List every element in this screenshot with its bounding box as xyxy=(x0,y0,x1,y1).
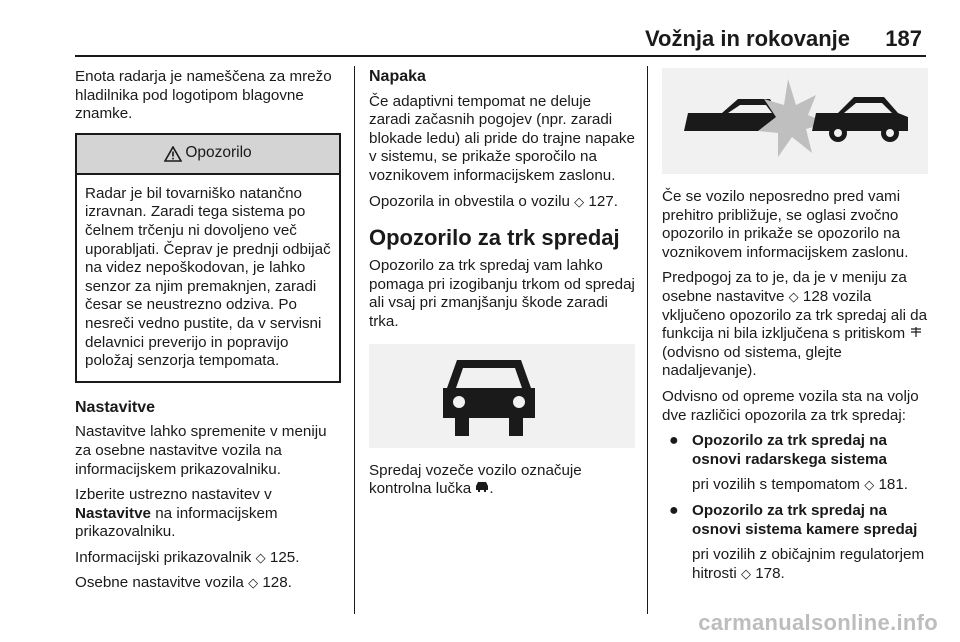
page-reference[interactable]: 181. xyxy=(878,476,908,494)
page-ref-arrow-icon: ◇ xyxy=(255,549,266,565)
column-right xyxy=(662,68,928,590)
settings-heading: Nastavitve xyxy=(75,398,156,416)
fcw-paragraph-2 xyxy=(369,462,635,499)
bullet-icon: ● xyxy=(669,432,679,450)
settings-paragraph-1: Nastavitve lahko spremenite v meniju za osebne nastavitve vozila na informacijskem prikazovalniku. xyxy=(75,423,327,478)
warning-triangle-icon xyxy=(164,146,182,162)
text-span: vozila vključeno opozorilo za trk spredaj ali da funkcija ni bila izključena s pritiskom xyxy=(662,287,928,343)
watermark: carmanualsonline.info xyxy=(698,610,938,635)
fault-paragraph-1: Če adaptivni tempomat ne deluje zaradi začasnih pogojev (npr. zaradi blokade ledu) ali pride do trajne napake v sistemu, se prikaže sporočilo na voznikovem informacijskem zaslonu. xyxy=(369,92,635,184)
warning-title: Opozorilo xyxy=(185,144,252,162)
bullet-icon: ● xyxy=(669,501,679,519)
list-item xyxy=(662,432,928,495)
column-divider-1 xyxy=(354,66,355,614)
collision-figure xyxy=(662,68,928,174)
text-span: Izberite ustrezno nastavitev v xyxy=(75,486,272,504)
page-ref-arrow-icon: ◇ xyxy=(248,575,259,591)
text-span: Informacijski prikazovalnik xyxy=(75,548,252,566)
column-divider-2 xyxy=(647,66,648,614)
column-middle xyxy=(369,68,635,506)
page-reference[interactable]: 178. xyxy=(755,564,785,582)
fcw-button-icon xyxy=(909,326,923,338)
page-reference[interactable]: 125. xyxy=(269,548,300,566)
fault-paragraph-2 xyxy=(369,193,635,212)
settings-paragraph-2 xyxy=(75,486,341,542)
text-span: Osebne nastavitve vozila xyxy=(75,574,244,592)
page-reference[interactable]: 128. xyxy=(262,574,292,592)
list-item-title: Opozorilo za trk spredaj na osnovi sistema kamere spredaj xyxy=(692,501,918,538)
text-span: Opozorila in obvestila o vozilu xyxy=(369,192,570,210)
settings-paragraph-4 xyxy=(75,574,341,593)
collision-icon xyxy=(678,73,914,169)
list-item-text: pri vozilih s tempomatom xyxy=(692,476,860,494)
page-ref-arrow-icon: ◇ xyxy=(740,565,751,581)
settings-paragraph-3 xyxy=(75,549,341,568)
page-ref-arrow-icon: ◇ xyxy=(864,477,875,493)
page-reference[interactable]: 127. xyxy=(588,192,618,210)
fcw-variant-list xyxy=(662,432,928,583)
page-header xyxy=(0,0,960,58)
page-number: 187 xyxy=(885,26,922,51)
list-item-title: Opozorilo za trk spredaj na osnovi radarskega sistema xyxy=(692,432,888,468)
section-title: Vožnja in rokovanje xyxy=(645,26,850,51)
car-front-icon xyxy=(437,352,541,442)
car-indicator-figure xyxy=(369,344,635,448)
text-span: . xyxy=(489,480,494,498)
list-item xyxy=(662,502,928,583)
fcw-heading: Opozorilo za trk spredaj xyxy=(369,225,620,251)
page-reference[interactable]: 128 xyxy=(802,287,829,305)
settings-menu-name: Nastavitve xyxy=(75,504,151,522)
warning-header xyxy=(77,135,339,175)
text-span: na informacijskem prikazovalniku. xyxy=(75,504,278,541)
warning-body: Radar je bil tovarniško natančno izravnan. Zaradi tega sistema po čelnem trčenju ni dovoljeno več uporabljati. Čeprav je prednji odbijač na videz nepoškodovan, je lahko senzor za njim premaknjen, zaradi česar se neustrezno odziva. Po nesreči vedno pustite, da v servisni delavnici preverijo in popravijo položaj senzorja tempomata. xyxy=(85,184,331,370)
fault-heading: Napaka xyxy=(369,68,426,85)
text-span: Predpogoj za to je, da je v meniju za osebne nastavitve xyxy=(662,269,907,305)
list-item-text: pri vozilih z običajnim regulatorjem hitrosti xyxy=(692,546,925,582)
collision-paragraph-3: Odvisno od opreme vozila sta na voljo dve različici opozorila za trk spredaj: xyxy=(662,387,919,424)
collision-paragraph-1: Če se vozilo neposredno pred vami prehitro približuje, se oglasi zvočno opozorilo in prikaže se opozorilo na voznikovem informacijskem zaslonu. xyxy=(662,188,909,261)
collision-paragraph-2 xyxy=(662,269,928,381)
page-ref-arrow-icon: ◇ xyxy=(574,193,585,209)
page-ref-arrow-icon: ◇ xyxy=(788,288,799,304)
warning-box xyxy=(75,133,341,383)
column-left xyxy=(75,68,341,600)
car-indicator-icon xyxy=(475,481,489,493)
fcw-paragraph-1: Opozorilo za trk spredaj vam lahko pomaga pri izogibanju trkom od spredaj ali vsaj pri zmanjšanju škode zaradi trka. xyxy=(369,257,635,330)
text-span: (odvisno od sistema, glejte nadaljevanje). xyxy=(662,343,842,380)
text-span: Spredaj vozeče vozilo označuje kontrolna lučka xyxy=(369,461,582,498)
header-divider xyxy=(75,55,926,57)
radar-intro-text: Enota radarja je nameščena za mrežo hladilnika pod logotipom blagovne znamke. xyxy=(75,68,332,123)
